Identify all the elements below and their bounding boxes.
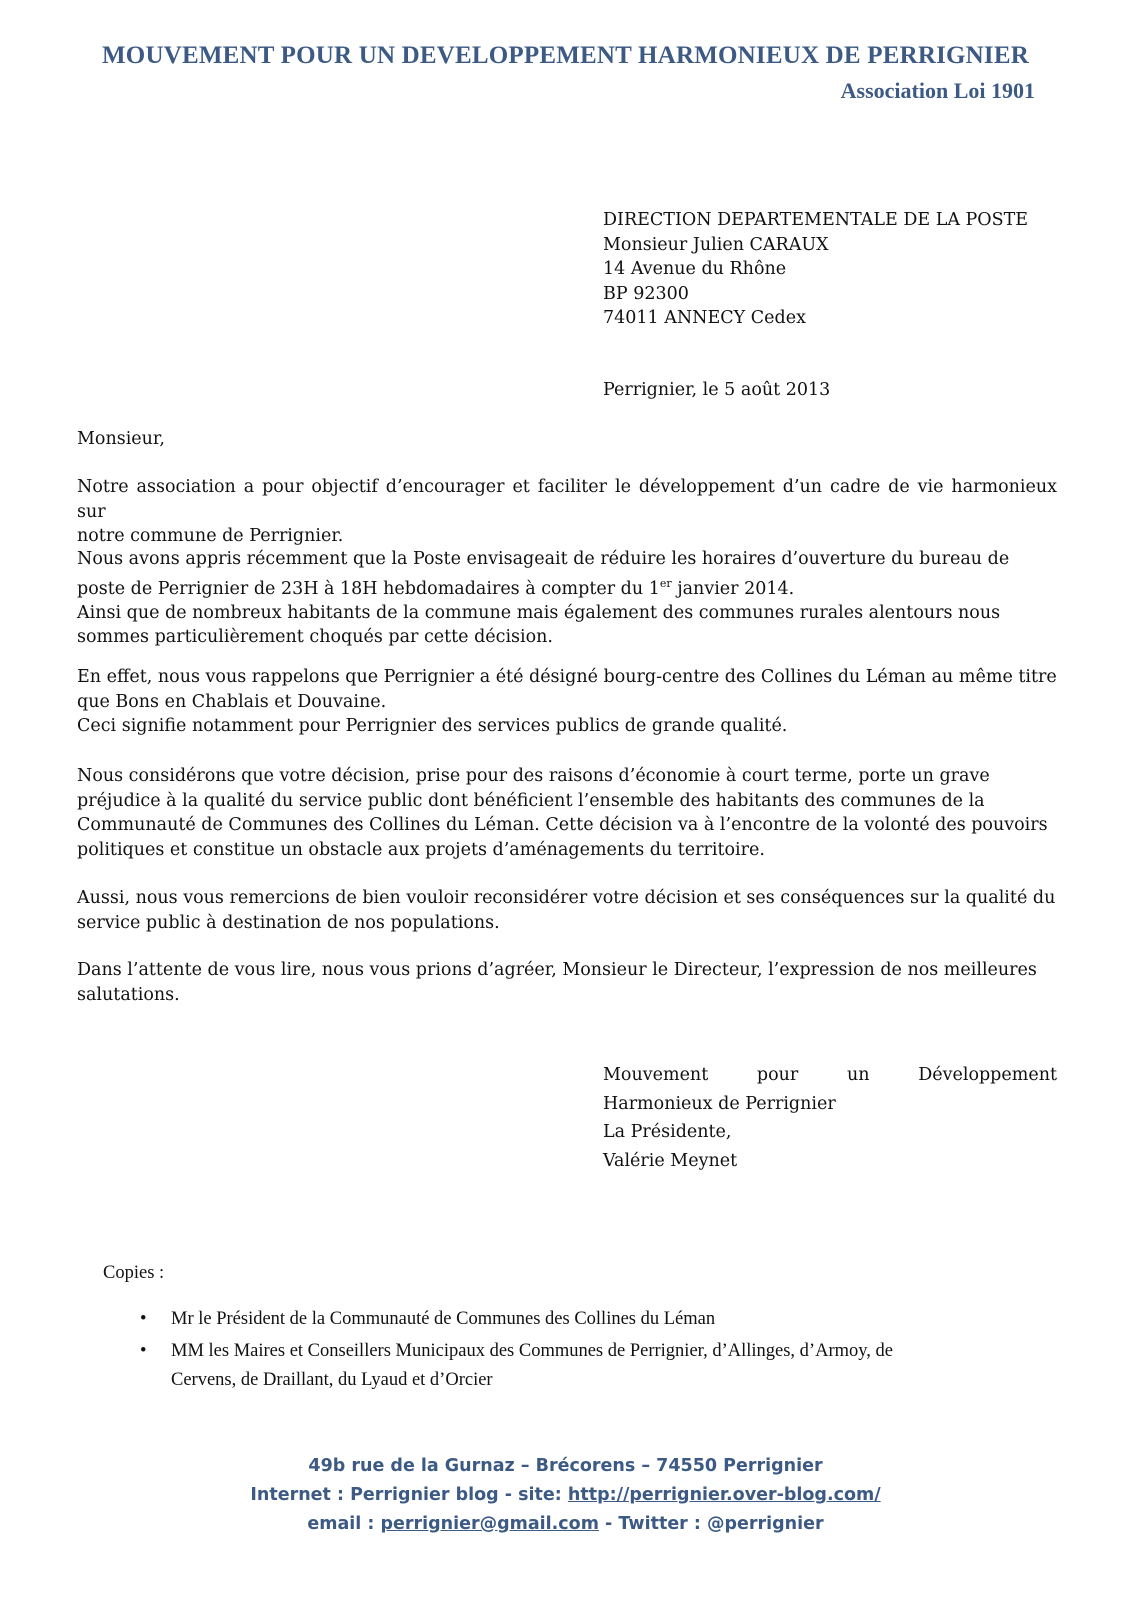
twitter-handle: @perrignier	[707, 1514, 824, 1534]
recipient-line: 14 Avenue du Rhône	[603, 259, 787, 279]
ordinal-superscript: er	[659, 576, 672, 590]
paragraph-closing	[77, 958, 1057, 1007]
footer-twitter-label: - Twitter :	[598, 1514, 707, 1534]
paragraph-line: politiques et constitue un obstacle aux projets d’aménagements du territoire.	[77, 839, 765, 860]
signature-name: Valérie Meynet	[603, 1150, 738, 1171]
paragraph-line	[77, 572, 1057, 601]
recipient-line: BP 92300	[603, 283, 689, 304]
paragraph-line: préjudice à la qualité du service public dont bénéficient l’ensemble des habitants des communes de la	[77, 790, 985, 811]
paragraph-line: Dans l’attente de vous lire, nous vous prions d’agréer, Monsieur le Directeur, l’expression de nos meilleures	[77, 960, 1037, 980]
paragraph-line: service public à destination de nos populations.	[77, 912, 500, 933]
list-item	[140, 1337, 1032, 1395]
bullet-icon: •	[140, 1309, 147, 1329]
signature-title: La Présidente,	[603, 1122, 732, 1142]
paragraph-line: Ceci signifie notamment pour Perrignier des services publics de grande qualité.	[77, 716, 788, 736]
paragraph-line: notre commune de Perrignier.	[77, 526, 344, 546]
paragraph-line: Nous considérons que votre décision, prise pour des raisons d’économie à court terme, porte un grave	[77, 766, 990, 786]
paragraph-line: Nous avons appris récemment que la Poste envisageait de réduire les horaires d’ouverture du bureau de	[77, 549, 1010, 569]
recipient-address	[603, 208, 1028, 331]
letter-date: Perrignier, le 5 août 2013	[603, 380, 831, 400]
paragraph-line: Ainsi que de nombreux habitants de la commune mais également des communes rurales alentours nous	[77, 602, 1001, 623]
paragraph-objective	[77, 475, 1057, 549]
association-subtitle: Association Loi 1901	[840, 78, 1035, 103]
copies-list	[140, 1305, 1032, 1398]
bullet-icon: •	[140, 1341, 147, 1361]
paragraph-request	[77, 886, 1057, 935]
list-item	[140, 1305, 1032, 1334]
recipient-line: Monsieur Julien CARAUX	[603, 234, 829, 255]
copy-recipient: Mr le Président de la Communauté de Communes des Collines du Léman	[171, 1309, 716, 1329]
copy-recipient: MM les Maires et Conseillers Municipaux des Communes de Perrignier, d’Allinges, d’Armoy, de	[171, 1341, 894, 1361]
paragraph-reduction	[77, 547, 1057, 650]
signature-word: un	[846, 1065, 870, 1085]
salutation: Monsieur,	[77, 429, 165, 449]
signature-word: Développement	[918, 1065, 1057, 1085]
paragraph-line: salutations.	[77, 984, 180, 1005]
paragraph-bourg-centre	[77, 665, 1057, 739]
recipient-line: DIRECTION DEPARTEMENTALE DE LA POSTE	[603, 210, 1029, 230]
footer-internet-label: Internet : Perrignier blog - site:	[250, 1485, 568, 1505]
copies-label: Copies :	[103, 1263, 165, 1283]
site-link[interactable]: http://perrignier.over-blog.com/	[567, 1485, 881, 1505]
recipient-line: 74011 ANNECY Cedex	[603, 308, 806, 328]
signature-block	[603, 1061, 1057, 1175]
footer-address: 49b rue de la Gurnaz – Brécorens – 74550 Perrignier	[308, 1456, 823, 1476]
paragraph-line: Notre association a pour objectif d’encourager et faciliter le développement d’un cadre de vie harmonieux sur	[77, 477, 1057, 522]
paragraph-line: En effet, nous vous rappelons que Perrignier a été désigné bourg-centre des Collines du Léman au même titre	[77, 667, 1057, 687]
paragraph-line: Communauté de Communes des Collines du Léman. Cette décision va à l’encontre de la volonté des pouvoirs	[77, 815, 1048, 835]
footer-internet	[0, 1485, 1131, 1505]
footer-email-label: email :	[307, 1514, 381, 1534]
signature-line: Harmonieux de Perrignier	[603, 1093, 836, 1114]
email-link[interactable]: perrignier@gmail.com	[380, 1514, 599, 1534]
signature-word: Mouvement	[603, 1065, 709, 1085]
association-title: MOUVEMENT POUR UN DEVELOPPEMENT HARMONIEUX DE PERRIGNIER	[102, 42, 1029, 69]
paragraph-line: que Bons en Chablais et Douvaine.	[77, 691, 387, 712]
paragraph-text: janvier 2014.	[671, 578, 795, 599]
footer-contact	[0, 1514, 1131, 1534]
paragraph-line: Aussi, nous vous remercions de bien vouloir reconsidérer votre décision et ses conséquences sur la qualité du	[77, 888, 1056, 908]
signature-line	[603, 1061, 1057, 1090]
paragraph-line: sommes particulièrement choqués par cette décision.	[77, 627, 553, 648]
copy-recipient: Cervens, de Draillant, du Lyaud et d’Orcier	[171, 1370, 493, 1390]
paragraph-prejudice	[77, 764, 1057, 862]
signature-word: pour	[756, 1065, 799, 1085]
paragraph-text: poste de Perrignier de 23H à 18H hebdomadaires à compter du 1	[77, 578, 660, 599]
